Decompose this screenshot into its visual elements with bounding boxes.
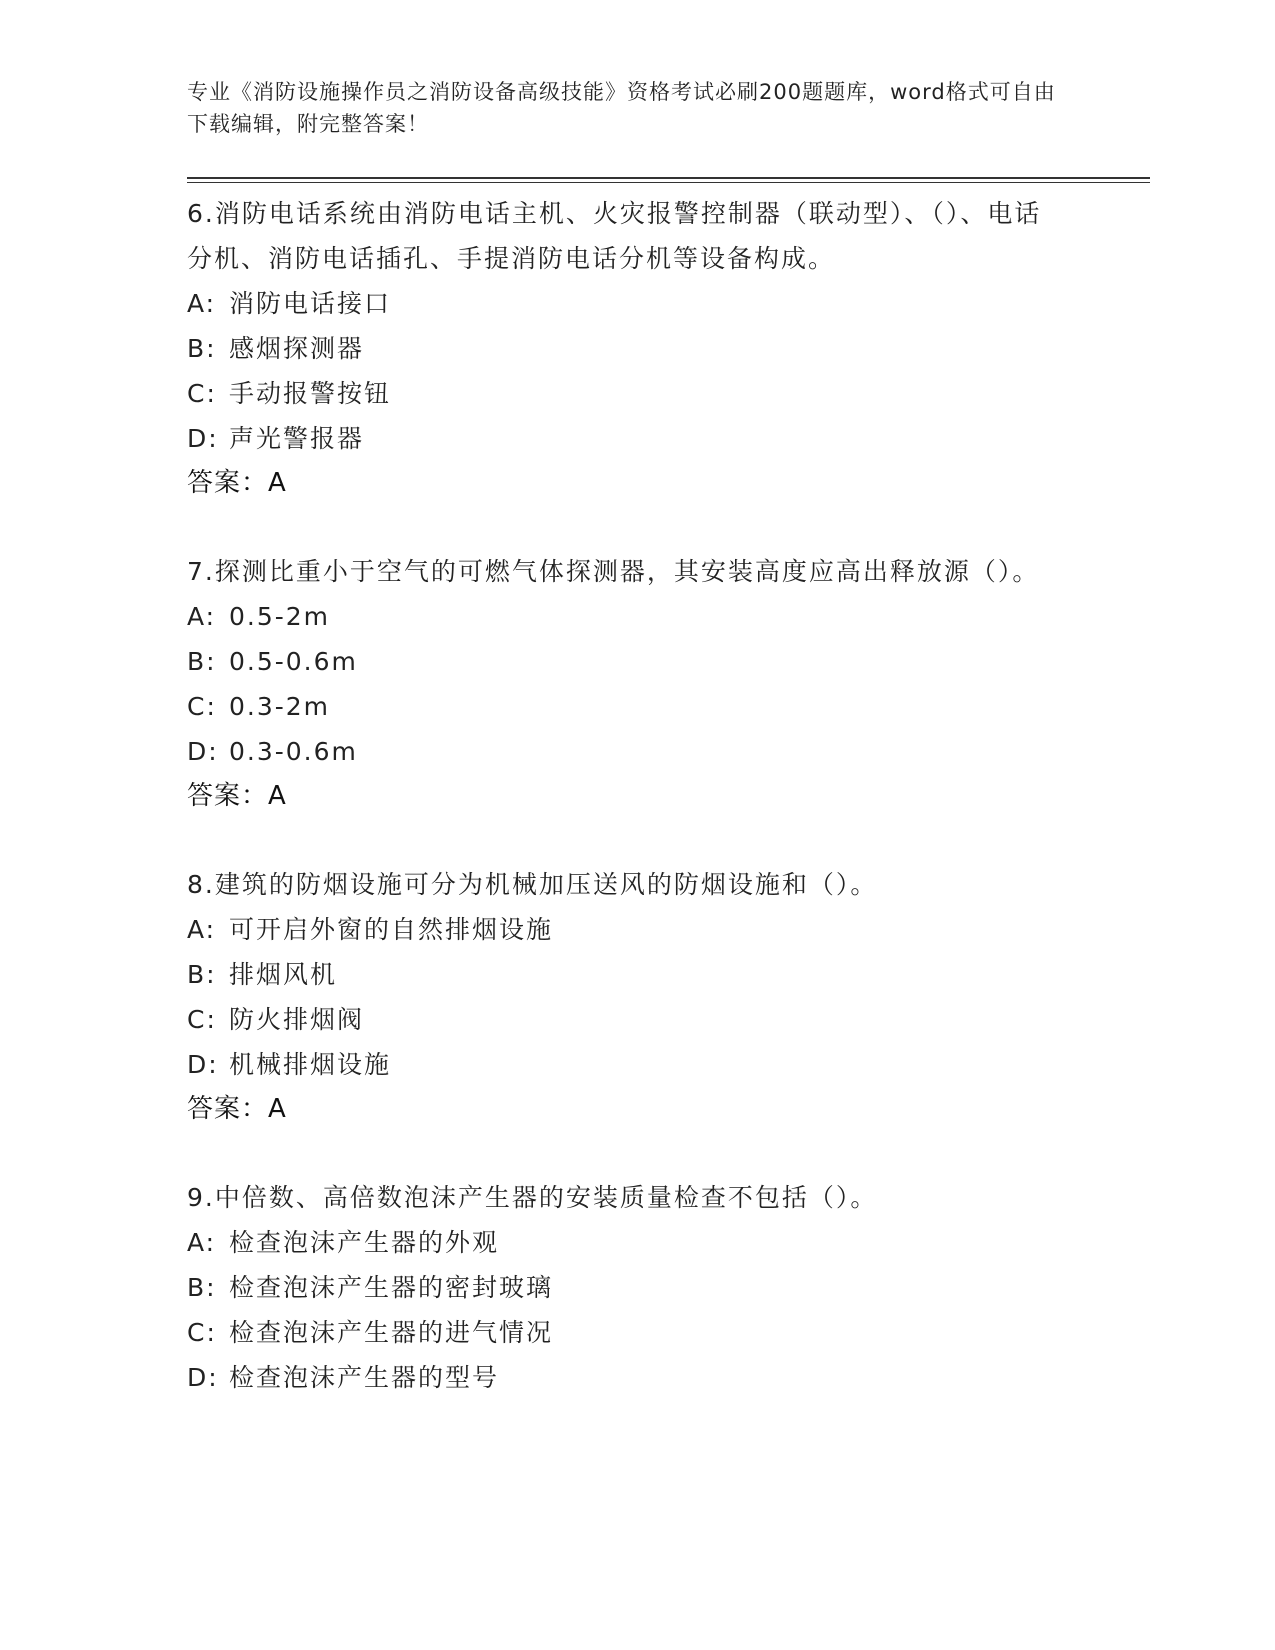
option-text: 0.3-0.6m bbox=[229, 737, 358, 766]
option-b bbox=[187, 1265, 1067, 1310]
option-text: 排烟风机 bbox=[229, 960, 338, 989]
option-d bbox=[187, 1042, 1067, 1087]
option-letter: C: bbox=[187, 692, 217, 721]
option-a bbox=[187, 1220, 1067, 1265]
option-d bbox=[187, 729, 1067, 774]
option-c bbox=[187, 1310, 1067, 1355]
option-letter: A: bbox=[187, 602, 217, 631]
header-divider-thick bbox=[187, 177, 1150, 179]
option-letter: D: bbox=[187, 1363, 219, 1392]
option-b bbox=[187, 639, 1067, 684]
option-text: 检查泡沫产生器的进气情况 bbox=[229, 1318, 554, 1347]
option-text: 0.3-2m bbox=[229, 692, 331, 721]
option-text: 0.5-2m bbox=[229, 602, 331, 631]
option-a bbox=[187, 594, 1067, 639]
option-letter: D: bbox=[187, 1050, 219, 1079]
option-b bbox=[187, 326, 1067, 371]
option-letter: C: bbox=[187, 379, 217, 408]
question-stem: 7.探测比重小于空气的可燃气体探测器，其安装高度应高出释放源（）。 bbox=[187, 557, 1040, 586]
option-letter: B: bbox=[187, 960, 217, 989]
option-text: 消防电话接口 bbox=[229, 289, 392, 318]
question-6 bbox=[187, 191, 1067, 506]
question-stem: 6.消防电话系统由消防电话主机、火灾报警控制器（联动型）、（）、电话分机、消防电话插孔、手提消防电话分机等设备构成。 bbox=[187, 199, 1042, 273]
option-letter: A: bbox=[187, 289, 217, 318]
answer-line: 答案：A bbox=[187, 781, 287, 811]
question-9 bbox=[187, 1175, 1067, 1400]
option-b bbox=[187, 952, 1067, 997]
option-letter: B: bbox=[187, 1273, 217, 1302]
option-c bbox=[187, 684, 1067, 729]
question-8 bbox=[187, 862, 1067, 1132]
option-letter: C: bbox=[187, 1318, 217, 1347]
option-letter: A: bbox=[187, 1228, 217, 1257]
option-text: 手动报警按钮 bbox=[229, 379, 392, 408]
option-c bbox=[187, 997, 1067, 1042]
option-letter: A: bbox=[187, 915, 217, 944]
option-text: 机械排烟设施 bbox=[229, 1050, 392, 1079]
option-text: 可开启外窗的自然排烟设施 bbox=[229, 915, 554, 944]
option-d bbox=[187, 1355, 1067, 1400]
option-letter: D: bbox=[187, 737, 219, 766]
option-letter: B: bbox=[187, 334, 217, 363]
question-stem: 9.中倍数、高倍数泡沫产生器的安装质量检查不包括（）。 bbox=[187, 1183, 878, 1212]
question-list bbox=[187, 191, 1067, 1443]
option-c bbox=[187, 371, 1067, 416]
option-a bbox=[187, 281, 1067, 326]
option-d bbox=[187, 416, 1067, 461]
header-divider-thin bbox=[187, 182, 1150, 183]
option-text: 声光警报器 bbox=[229, 424, 365, 453]
question-7 bbox=[187, 549, 1067, 819]
option-text: 防火排烟阀 bbox=[229, 1005, 365, 1034]
document-header: 专业《消防设施操作员之消防设备高级技能》资格考试必刷200题题库，word格式可自由下载编辑，附完整答案！ bbox=[187, 80, 1056, 136]
option-text: 检查泡沫产生器的密封玻璃 bbox=[229, 1273, 554, 1302]
answer-line: 答案：A bbox=[187, 468, 287, 498]
option-letter: D: bbox=[187, 424, 219, 453]
question-stem: 8.建筑的防烟设施可分为机械加压送风的防烟设施和（）。 bbox=[187, 870, 878, 899]
option-letter: B: bbox=[187, 647, 217, 676]
answer-line: 答案：A bbox=[187, 1094, 287, 1124]
option-text: 0.5-0.6m bbox=[229, 647, 358, 676]
option-text: 感烟探测器 bbox=[229, 334, 365, 363]
option-letter: C: bbox=[187, 1005, 217, 1034]
option-a bbox=[187, 907, 1067, 952]
option-text: 检查泡沫产生器的型号 bbox=[229, 1363, 500, 1392]
option-text: 检查泡沫产生器的外观 bbox=[229, 1228, 500, 1257]
